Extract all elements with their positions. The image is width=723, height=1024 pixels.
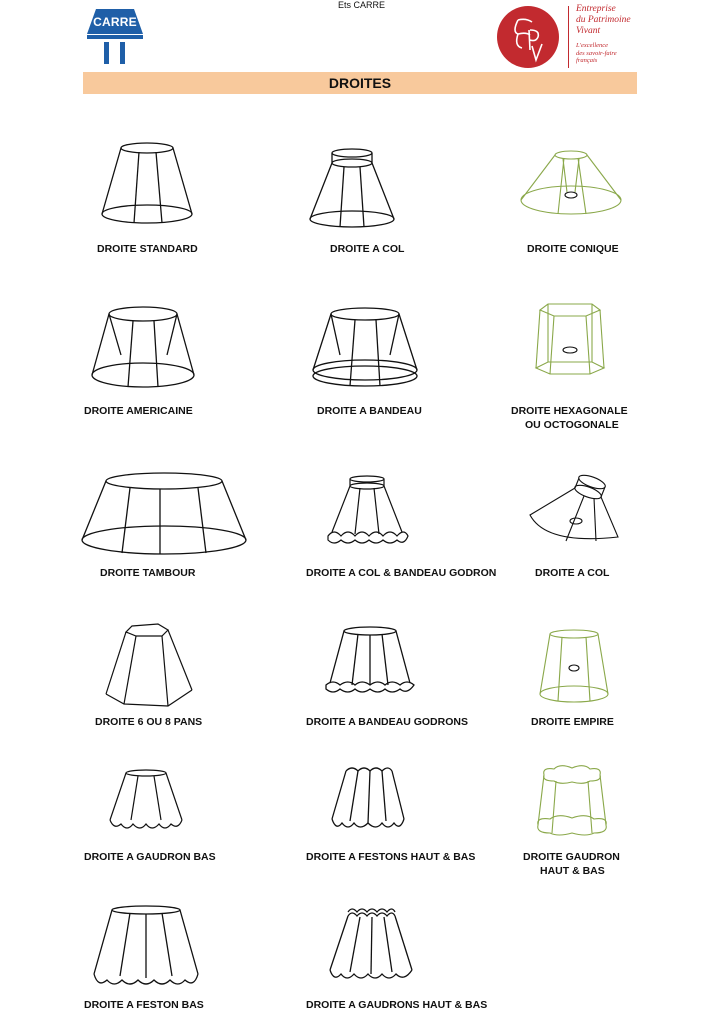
epv-tag-2: des savoir-faire bbox=[576, 49, 617, 57]
label-droite-a-festons-haut-bas: DROITE A FESTONS HAUT & BAS bbox=[306, 851, 476, 863]
lamp-droite-a-col-2-illustration bbox=[526, 475, 622, 556]
epv-text bbox=[576, 4, 696, 65]
lamp-droite-empire-illustration bbox=[538, 628, 610, 709]
lamp-droite-a-festons-haut-bas-illustration bbox=[330, 765, 406, 838]
lamp-droite-a-feston-bas-illustration bbox=[90, 904, 202, 995]
label-droite-tambour: DROITE TAMBOUR bbox=[100, 567, 196, 579]
label-droite-empire: DROITE EMPIRE bbox=[531, 716, 614, 728]
label-droite-6-ou-8-pans: DROITE 6 OU 8 PANS bbox=[95, 716, 203, 728]
label-droite-hexagonale-line2: OU OCTOGONALE bbox=[525, 419, 619, 431]
section-title: DROITES bbox=[83, 72, 637, 94]
carre-logo-text: CARRE bbox=[93, 15, 137, 29]
lamp-droite-gaudron-haut-bas-illustration bbox=[534, 765, 610, 842]
label-droite-standard: DROITE STANDARD bbox=[97, 243, 198, 255]
epv-tag-1: L'excellence bbox=[576, 42, 609, 49]
lamp-droite-americaine-illustration bbox=[88, 303, 198, 394]
lamp-droite-6-ou-8-pans-illustration bbox=[104, 620, 194, 715]
epv-divider bbox=[568, 6, 569, 68]
label-droite-gaudron-haut-bas: DROITE GAUDRON bbox=[523, 851, 620, 863]
label-droite-a-gaudron-bas: DROITE A GAUDRON BAS bbox=[84, 851, 216, 863]
lamp-droite-a-gaudrons-haut-bas-illustration bbox=[326, 904, 416, 989]
label-droite-conique: DROITE CONIQUE bbox=[527, 243, 619, 255]
lamp-droite-a-col-bandeau-godron-illustration bbox=[324, 474, 410, 553]
lamp-droite-hexagonale-illustration bbox=[534, 300, 606, 381]
lamp-droite-a-gaudron-bas-illustration bbox=[106, 768, 186, 837]
lamp-droite-tambour-illustration bbox=[80, 470, 248, 561]
lamp-droite-a-bandeau-illustration bbox=[310, 305, 420, 396]
lamp-droite-a-bandeau-godrons-illustration bbox=[322, 625, 418, 702]
label-droite-gaudron-haut-bas-line2: HAUT & BAS bbox=[540, 865, 605, 877]
label-droite-a-bandeau: DROITE A BANDEAU bbox=[317, 405, 422, 417]
epv-title-2: du Patrimoine bbox=[576, 15, 631, 25]
epv-title-3: Vivant bbox=[576, 26, 601, 36]
label-droite-a-feston-bas: DROITE A FESTON BAS bbox=[84, 999, 204, 1011]
epv-title-1: Entreprise bbox=[576, 4, 616, 14]
company-name: Ets CARRE bbox=[337, 0, 385, 10]
lamp-droite-a-col-illustration bbox=[302, 145, 402, 236]
carre-logo bbox=[84, 6, 146, 66]
label-droite-a-col-2: DROITE A COL bbox=[535, 567, 610, 579]
epv-logo bbox=[496, 4, 560, 70]
label-droite-a-bandeau-godrons: DROITE A BANDEAU GODRONS bbox=[306, 716, 468, 728]
label-droite-a-col: DROITE A COL bbox=[330, 243, 405, 255]
label-droite-a-col-bandeau-godron: DROITE A COL & BANDEAU GODRON bbox=[306, 567, 497, 579]
label-droite-a-gaudrons-haut-bas: DROITE A GAUDRONS HAUT & BAS bbox=[306, 999, 488, 1011]
lamp-droite-standard-illustration bbox=[92, 140, 202, 231]
label-droite-hexagonale: DROITE HEXAGONALE bbox=[511, 405, 628, 417]
label-droite-americaine: DROITE AMERICAINE bbox=[84, 405, 193, 417]
epv-tag-3: français bbox=[576, 57, 598, 64]
lamp-droite-conique-illustration bbox=[518, 148, 624, 225]
